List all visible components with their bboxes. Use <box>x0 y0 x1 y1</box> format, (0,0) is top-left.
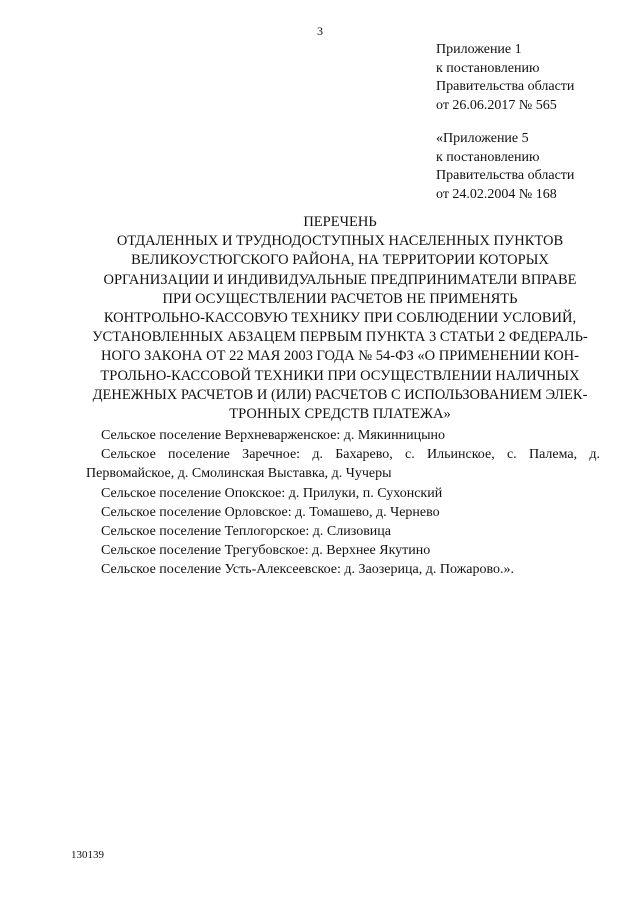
annex-5-header <box>436 130 574 204</box>
settlement-entry: Сельское поселение Опокское: д. Прилуки, п. Сухонский <box>101 485 443 501</box>
annex-1-header <box>436 41 574 115</box>
settlement-entry: Сельское поселение Верхневарженское: д. Мякинницыно <box>101 428 445 443</box>
title-line: ВЕЛИКОУСТЮГСКОГО РАЙОНА, НА ТЕРРИТОРИИ КОТОРЫХ <box>131 252 549 269</box>
settlement-entry: Сельское поселение Трегубовское: д. Верхнее Якутино <box>101 543 431 559</box>
title-line: КОНТРОЛЬНО-КАССОВУЮ ТЕХНИКУ ПРИ СОБЛЮДЕНИИ УСЛОВИЙ, <box>103 310 577 327</box>
annex-5-line: к постановлению <box>436 149 540 165</box>
annex-1-line: к постановлению <box>436 60 540 76</box>
title-line: УСТАНОВЛЕННЫХ АБЗАЦЕМ ПЕРВЫМ ПУНКТА 3 СТАТЬИ 2 ФЕДЕРАЛЬ- <box>92 329 588 346</box>
title-line: ПЕРЕЧЕНЬ <box>303 214 377 230</box>
settlement-entry: Сельское поселение Усть-Алексеевское: д. Заозерица, д. Пожарово.». <box>101 562 514 578</box>
settlement-entry: Сельское поселение Заречное: д. Бахарево, с. Ильинское, с. Палема, д. Первомайское, д. Смолинская Выставка, д. Чучеры <box>86 447 600 482</box>
annex-1-line: Правительства области <box>436 79 575 94</box>
settlement-entry: Сельское поселение Орловское: д. Томашево, д. Чернево <box>101 504 440 520</box>
page-number: 3 <box>317 24 323 38</box>
document-title <box>70 213 610 424</box>
annex-5-line: от 24.02.2004 № 168 <box>436 186 557 202</box>
title-line: ПРИ ОСУЩЕСТВЛЕНИИ РАСЧЕТОВ НЕ ПРИМЕНЯТЬ <box>162 290 518 307</box>
settlement-list <box>86 426 600 580</box>
title-line: ТРОННЫХ СРЕДСТВ ПЛАТЕЖА» <box>229 406 451 423</box>
title-line: НОГО ЗАКОНА ОТ 22 МАЯ 2003 ГОДА № 54-ФЗ «О ПРИМЕНЕНИИ КОН- <box>101 348 579 365</box>
title-line: ТРОЛЬНО-КАССОВОЙ ТЕХНИКИ ПРИ ОСУЩЕСТВЛЕНИИ НАЛИЧНЫХ <box>100 367 580 384</box>
settlement-entry: Сельское поселение Теплогорское: д. Слизовица <box>101 524 392 540</box>
annex-5-line: Правительства области <box>436 168 575 183</box>
annex-5-line: «Приложение 5 <box>436 131 529 146</box>
title-line: ДЕНЕЖНЫХ РАСЧЕТОВ И (ИЛИ) РАСЧЕТОВ С ИСПОЛЬЗОВАНИЕМ ЭЛЕК- <box>92 386 588 403</box>
annex-1-line: от 26.06.2017 № 565 <box>436 97 557 113</box>
title-line: ОТДАЛЕННЫХ И ТРУДНОДОСТУПНЫХ НАСЕЛЕННЫХ ПУНКТОВ <box>116 233 564 250</box>
annex-1-line: Приложение 1 <box>436 42 522 57</box>
document-code: 130139 <box>71 849 104 861</box>
title-line: ОРГАНИЗАЦИИ И ИНДИВИДУАЛЬНЫЕ ПРЕДПРИНИМАТЕЛИ ВПРАВЕ <box>103 271 577 288</box>
